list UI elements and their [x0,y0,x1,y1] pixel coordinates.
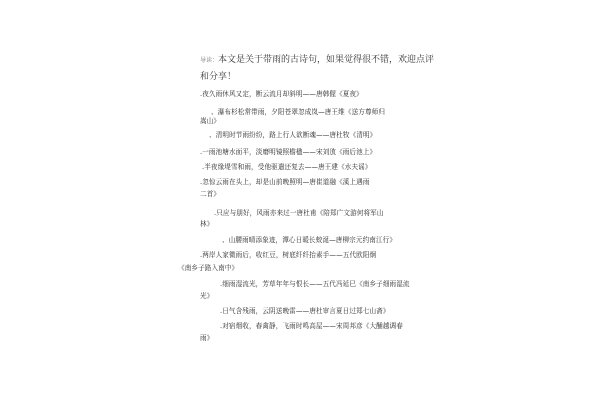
poem-line: 光》 [200,292,214,300]
poem-line: 二首》 [200,190,221,198]
poem-line: .只应与朋好，风雨亦来过一唐杜甫《陪郑广文游何将军山 [214,209,384,217]
poem-line: 、山腰雨晴添象迹，潭心日暖长蛟涎—唐柳宗元约南江行》 [222,236,397,244]
poem-line: .半夜缘堤雪和雨，受他驱遣还复去——唐王建《水夫谣》 [202,163,372,171]
poem-line: 雨》 [200,334,214,342]
poem-line: 、瀑布杉松常带雨，夕阳苍翠忽成岚—唐王维《送方尊师归 [211,108,386,116]
poem-line: .夜久雨休风又定，断云流月却斜明——唐韩偓《夏夜》 [200,90,363,98]
poem-line: .日气含残雨，云阴送晚雷——唐杜审言夏日过郑七山斋》 [220,307,390,315]
poem-line: .两岸人家微雨后，收红豆，树底纤纤抬素手——五代欧阳炯 [200,251,377,259]
poem-line: 《南乡子路入南中》 [178,264,239,272]
poem-line: 林》 [200,220,214,228]
intro-lead: 导读： [200,57,219,64]
poem-line: .一雨池塘水面平，淡磨明镜照檐楹——宋刘攽《雨后池上》 [200,148,377,156]
poem-line: .忽惊云雨在头上，却是山前晚照明—唐崔道融《溪上遇雨 [200,178,370,186]
poem-line: 、清明时节雨纷纷，路上行人欲断魂——唐杜牧《清明》 [209,131,377,139]
poem-line: .对宿烟收，春禽静，飞雨时鸣高屋——宋周邦彦《大酺越调春 [220,322,403,330]
intro-text: 本文是关于带雨的古诗句，如果觉得很不错，欢迎点评和分享！ [200,55,435,82]
document-page [178,0,440,400]
intro-paragraph [200,52,436,86]
poem-line: 嵩山》 [200,117,221,125]
poem-line: .细雨湿流光，芳草年年与恨长——五代冯延巳《南乡子细雨湿流 [220,280,410,288]
